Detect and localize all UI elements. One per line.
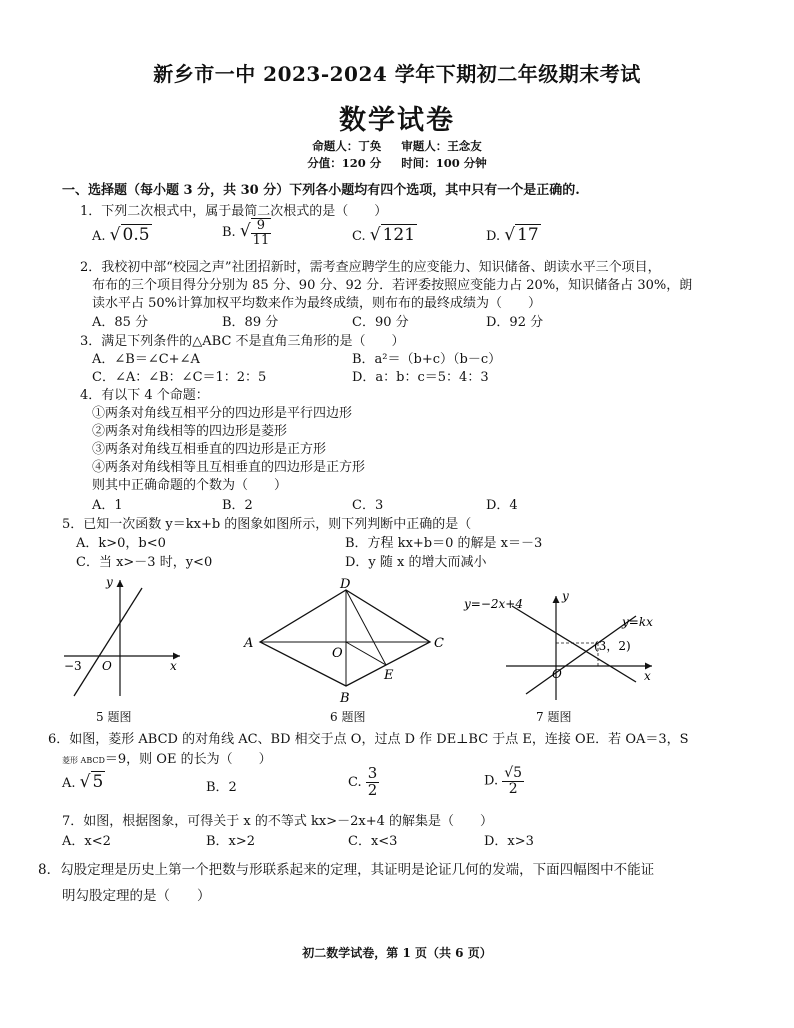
q1-stem: 1．下列二次根式中，属于最简二次根式的是（ ）	[80, 204, 388, 219]
point-d: D	[340, 578, 351, 592]
q5-option-d: D．y 随 x 的增大而减小	[345, 555, 487, 570]
q6-option-c: C. $\frac{3}{2}$	[348, 764, 378, 799]
exam-title: 新乡市一中 2023-2024 学年下期初二年级期末考试	[153, 62, 641, 86]
q6-line2: 菱形 ABCD＝9，则 OE 的长为（ ）	[62, 752, 272, 767]
exam-info	[0, 155, 794, 171]
q2-option-c: C．90 分	[352, 315, 409, 330]
q6-option-a: A. √ 5	[62, 772, 104, 792]
q4-option-a: A．1	[92, 498, 123, 513]
exam-subject-title: 数学试卷	[339, 105, 455, 136]
q2-option-a: A．85 分	[92, 315, 149, 330]
q4-option-b: B．2	[222, 498, 253, 513]
q2-line1: 2．我校初中部“校园之声”社团招新时，需考查应聘学生的应变能力、知识储备、朗读水平三个项目，	[80, 260, 661, 275]
q4-option-c: C．3	[352, 498, 384, 513]
q5-option-c: C．当 x>－3 时，y<0	[76, 555, 213, 570]
q8-line2: 明勾股定理的是（ ）	[62, 888, 211, 904]
q2-line2: 布布的三个项目得分分别为 85 分、90 分、92 分．若评委按照应变能力占 20%，知识储备占 30%，朗	[92, 278, 693, 293]
q8-line1: 8．勾股定理是历史上第一个把数与形联系起来的定理，其证明是论证几何的发端，下面四幅图中不能证	[38, 862, 655, 878]
fig7-x-label: x	[644, 669, 651, 683]
point-c: C	[434, 636, 444, 651]
q2-line3: 读水平占 50%计算加权平均数来作为最终成绩，则布布的最终成绩为（ ）	[92, 296, 542, 311]
q3-stem: 3．满足下列条件的△ABC 不是直角三角形的是（ ）	[80, 334, 405, 349]
section-heading: 一、选择题（每小题 3 分，共 30 分）下列各小题均有四个选项，其中只有一个是正确的.	[62, 183, 580, 198]
q3-option-d: D．a：b：c＝5：4：3	[352, 370, 489, 385]
q6-line1: 6．如图，菱形 ABCD 的对角线 AC、BD 相交于点 O，过点 D 作 DE⊥BC 于点 E，连接 OE．若 OA＝3，S	[48, 732, 689, 747]
fig7-intersection-label: (3，2)	[594, 639, 631, 653]
q7-stem: 7．如图，根据图象，可得关于 x 的不等式 kx>－2x+4 的解集是（ ）	[62, 814, 493, 829]
setter: 命题人：丁奂	[312, 139, 382, 153]
figure-7-caption: 7 题图	[536, 710, 572, 724]
fig7-y-label: y	[562, 589, 569, 603]
figure-5-caption: 5 题图	[96, 710, 132, 724]
q2-option-b: B．89 分	[222, 315, 279, 330]
q5-option-b: B．方程 kx+b＝0 的解是 x＝－3	[345, 536, 543, 551]
reviewer: 审题人：王念友	[401, 139, 482, 153]
fig5-x-label: x	[170, 659, 177, 673]
fig7-line2-label: y=kx	[622, 615, 653, 629]
fig5-origin-label: O	[102, 659, 112, 673]
q1-option-a: A. √ 0.5	[92, 225, 150, 245]
line-kx	[526, 616, 636, 694]
q4-ask: 则其中正确命题的个数为（ ）	[92, 478, 288, 493]
q4-stem: 4．有以下 4 个命题：	[80, 388, 209, 403]
q3-option-c: C．∠A：∠B：∠C＝1：2：5	[92, 370, 267, 385]
q6-subscript: 菱形 ABCD	[62, 756, 105, 765]
function-line	[74, 588, 142, 696]
q3-option-a: A．∠B＝∠C+∠A	[92, 352, 200, 367]
fig5-y-label: y	[106, 575, 113, 589]
q1-option-b: B. √ $\frac{9}{11}$	[222, 218, 270, 248]
figure-6-caption: 6 题图	[330, 710, 366, 724]
point-o: O	[332, 646, 343, 661]
figure-6-rhombus	[238, 578, 458, 708]
point-e: E	[384, 668, 394, 683]
figure-5-graph	[56, 572, 196, 700]
q2-option-d: D．92 分	[486, 315, 544, 330]
q4-proposition-1: ①两条对角线互相平分的四边形是平行四边形	[92, 406, 353, 421]
q3-option-b: B．a²＝（b+c）（b－c）	[352, 352, 502, 367]
point-a: A	[244, 636, 254, 651]
q1-option-d: D. √ 17	[486, 225, 539, 245]
page-footer: 初二数学试卷，第 1 页（共 6 页）	[302, 946, 492, 960]
fig5-minus3-label: −3	[64, 659, 82, 673]
q7-option-d: D．x>3	[484, 834, 534, 849]
score-info: 分值：120 分	[307, 156, 382, 170]
q5-option-a: A．k>0，b<0	[76, 536, 166, 551]
q7-option-c: C．x<3	[348, 834, 398, 849]
q4-proposition-4: ④两条对角线相等且互相垂直的四边形是正方形	[92, 460, 366, 475]
time-info: 时间：100 分钟	[401, 156, 487, 170]
q5-stem: 5．已知一次函数 y＝kx+b 的图象如图所示，则下列判断中正确的是（	[62, 517, 472, 532]
q4-proposition-2: ②两条对角线相等的四边形是菱形	[92, 424, 288, 439]
q7-option-a: A．x<2	[62, 834, 111, 849]
q6-option-d: D. $\frac{√5}{2}$	[484, 765, 523, 797]
fig7-origin-label: O	[552, 667, 562, 681]
q6-option-b: B．2	[206, 780, 237, 795]
q4-option-d: D．4	[486, 498, 518, 513]
fig7-line1-label: y=−2x+4	[464, 597, 523, 611]
q7-option-b: B．x>2	[206, 834, 256, 849]
rhombus-abcd	[260, 590, 430, 686]
figure-7-graph	[460, 586, 670, 706]
point-b: B	[340, 691, 350, 706]
q1-option-c: C. √ 121	[352, 225, 416, 245]
q4-proposition-3: ③两条对角线互相垂直的四边形是正方形	[92, 442, 327, 457]
exam-authors	[0, 138, 794, 154]
